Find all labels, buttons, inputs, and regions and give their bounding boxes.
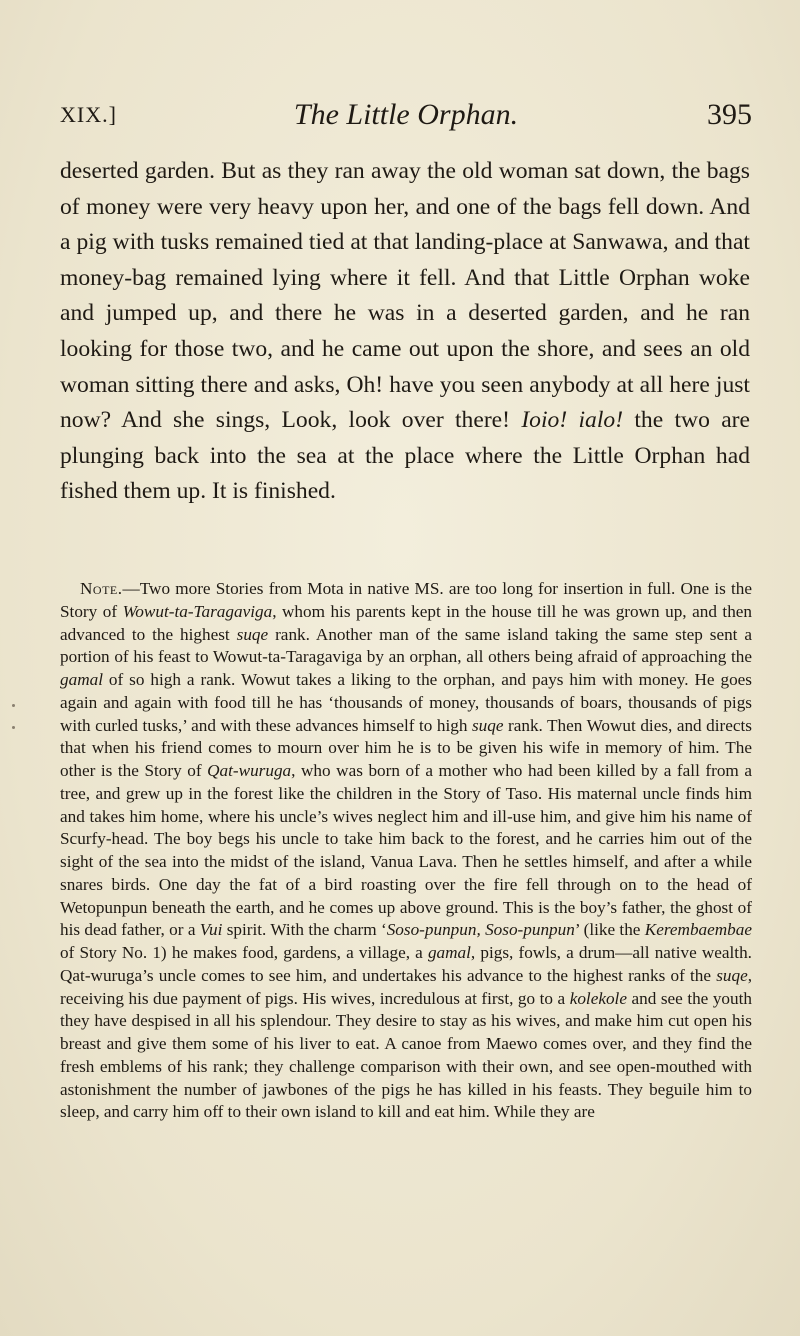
- story-paragraph: [60, 154, 750, 510]
- story-text-end: the two are plunging back into the sea at the place where the Little Orphan had fished them up. It is finished.: [60, 407, 750, 505]
- note-text: rank. Another man of the same island taking the same step sent a portion of his feast to Wowut-ta-Taragaviga by an orphan, all others being afraid of approaching the: [60, 624, 753, 667]
- note-italic-term: Soso-punpun, Soso-punpun: [386, 920, 575, 940]
- note-italic-term: Wowut-ta-Taragaviga: [122, 601, 273, 621]
- note-italic-term: gamal: [60, 670, 103, 689]
- running-title: The Little Orphan.: [293, 98, 519, 131]
- footnote: [60, 578, 752, 1124]
- note-italic-term: suqe: [716, 965, 748, 985]
- note-text: of Story No. 1) he makes food, gardens, a village, a: [60, 943, 428, 962]
- story-text: deserted garden. But as they ran away the old woman sat down, the bags of money were very heavy upon her, and one of the bags fell down. And a pig with tusks remained tied at that landing-place at Sanwawa, and that money-bag remained lying where it fell. And that Little Orphan woke and jumped up, and there he was in a deserted garden, and he ran looking for those two, and he came out upon the shore, and sees an old woman sitting there and asks, Oh! have you seen anybody at all here just now? And she sings, Look, look over there!: [60, 158, 750, 434]
- note-text: ’ (like the: [574, 920, 645, 940]
- note-text: and see the youth they have despised in all his splendour. They desire to stay as his wives, and make him cut open his breast and give them some of his liver to eat. A canoe from Maewo comes over, and they find the fresh emblems of his rank; they challenge comparison with their own, and see open-mouthed with astonishment the number of jawbones of the pigs he has killed in his feasts. They beguile him to sleep, and carry him off to their own island to kill and eat him. While they are: [60, 988, 752, 1122]
- note-italic-term: Qat-wuruga: [207, 761, 292, 780]
- page-number: 395: [707, 98, 752, 131]
- note-text: , receiving his due payment of pigs. His wives, incredulous at first, go to a: [60, 965, 752, 1008]
- note-italic-term: gamal: [427, 943, 471, 962]
- note-italic-term: Vui: [199, 920, 223, 940]
- note-text: , who was born of a mother who had been killed by a fall from a tree, and grew up in the forest like the children in the Story of Taso. His maternal uncle finds him and takes him home, where his uncle’s wives neglect him and ill-use him, and give him his name of Scurfy-head. The boy begs his uncle to take him back to the forest, and he carries him out of the sight of the sea into the midst of the island, Vanua Lava. Then he settles himself, and after a while snares birds. One day the fat of a bird roasting over the fire fell through on to the head of Wetopunpun beneath the earth, and he comes up above ground. This is the boy’s father, the ghost of his dead father, or a: [60, 761, 752, 940]
- note-label: Note.: [80, 579, 123, 598]
- note-text: of so high a rank. Wowut takes a liking to the orphan, and pays him with money. He goes again and again with food till he has ‘thousands of money, thousands of boars, thousands of pigs with curled tusks,’ and with these advances himself to high: [60, 670, 752, 735]
- page-header: [60, 98, 752, 138]
- note-italic-term: suqe: [471, 715, 504, 735]
- note-text: spirit. With the charm ‘: [222, 920, 387, 940]
- note-text: —Two more Stories from Mota in native MS. are too long for insertion in full. One is the Story of: [60, 579, 752, 621]
- page-speck: [12, 726, 15, 729]
- note-text: rank. Then Wowut dies, and directs that when his friend comes to mourn over him he is to be given his wife in memory of him. The other is the Story of: [60, 715, 752, 780]
- note-italic-term: suqe: [236, 624, 269, 644]
- note-italic-term: kolekole: [569, 988, 627, 1008]
- page-speck: [12, 704, 15, 707]
- note-text: , pigs, fowls, a drum—all native wealth. Qat-wuruga’s uncle comes to see him, and undertakes his advance to the highest ranks of the: [60, 943, 752, 985]
- chapter-number: XIX.]: [60, 102, 117, 127]
- note-italic-term: Kerembaembae: [644, 920, 752, 940]
- note-text: , whom his parents kept in the house till he was grown up, and then advanced to the highest: [60, 601, 753, 644]
- song-words: Ioio! ialo!: [521, 407, 624, 434]
